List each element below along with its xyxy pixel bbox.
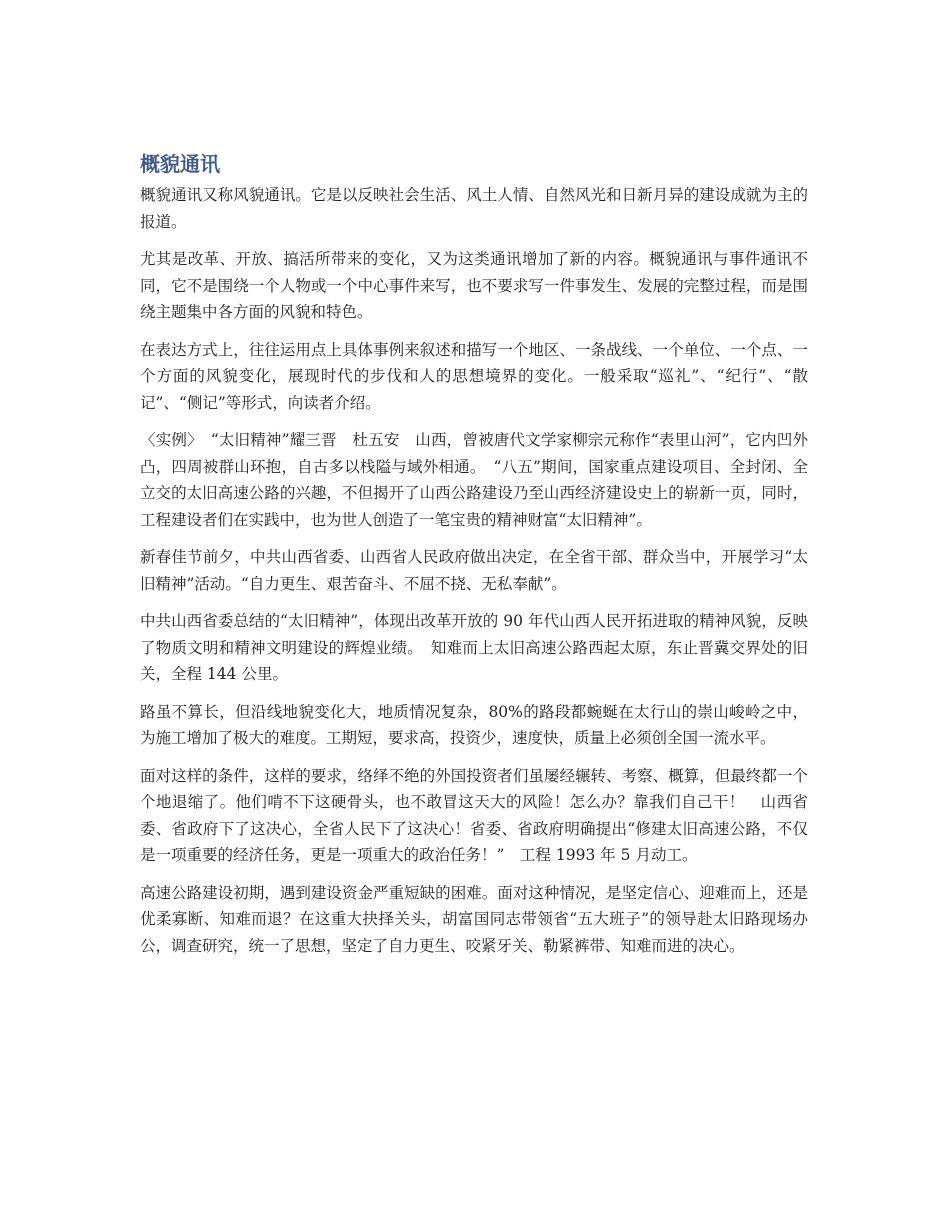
paragraph: 新春佳节前夕，中共山西省委、山西省人民政府做出决定，在全省干部、群众当中，开展学习“太旧精神”活动。“自力更生、艰苦奋斗、不屈不挠、无私奉献”。 xyxy=(140,548,808,593)
document-page xyxy=(140,150,808,970)
paragraph: 高速公路建设初期，遇到建设资金严重短缺的困难。面对这种情况，是坚定信心、迎难而上，还是优柔寡断、知难而退？在这重大抉择关头，胡富国同志带领省“五大班子”的领导赴太旧路现场办公，调查研究，统一了思想，坚定了自力更生、咬紧牙关、勒紧裤带、知难而进的决心。 xyxy=(140,883,808,955)
paragraph: 概貌通讯又称风貌通讯。它是以反映社会生活、风土人情、自然风光和日新月异的建设成就为主的报道。 xyxy=(140,186,808,231)
paragraph: 〈实例〉 “太旧精神”耀三晋 杜五安 山西，曾被唐代文学家柳宗元称作“表里山河”，它内凹外凸，四周被群山环抱，自古多以栈隘与域外相通。 “八五”期间，国家重点建设项目、全封闭、全立交的太旧高速公路的兴趣，不但揭开了山西公路建设乃至山西经济建设史上的崭新一页，同时，工程建设者们在实践中，也为世人创造了一笔宝贵的精神财富“太旧精神”。 xyxy=(140,431,808,529)
paragraph: 面对这样的条件，这样的要求，络绎不绝的外国投资者们虽屡经辗转、考察、概算，但最终都一个个地退缩了。他们啃不下这硬骨头，也不敢冒这天大的风险！怎么办？靠我们自己干！ 山西省委、省政府下了这决心，全省人民下了这决心！省委、省政府明确提出“修建太旧高速公路，不仅是一项重要的经济任务，更是一项重大的政治任务！” 工程 1993 年 5 月动工。 xyxy=(140,766,808,864)
paragraph: 路虽不算长，但沿线地貌变化大，地质情况复杂，80%的路段都蜿蜒在太行山的崇山峻岭之中，为施工增加了极大的难度。工期短，要求高，投资少，速度快，质量上必须创全国一流水平。 xyxy=(140,702,808,747)
paragraph: 中共山西省委总结的“太旧精神”，体现出改革开放的 90 年代山西人民开拓进取的精神风貌，反映了物质文明和精神文明建设的辉煌业绩。 知难而上太旧高速公路西起太原，东止晋冀交界处的旧关，全程 144 公里。 xyxy=(140,612,808,683)
paragraph: 在表达方式上，往往运用点上具体事例来叙述和描写一个地区、一条战线、一个单位、一个点、一个方面的风貌变化，展现时代的步伐和人的思想境界的变化。一般采取“巡礼”、“纪行”、“散记”、“侧记”等形式，向读者介绍。 xyxy=(140,340,808,412)
document-title: 概貌通讯 xyxy=(140,152,220,176)
paragraph: 尤其是改革、开放、搞活所带来的变化，又为这类通讯增加了新的内容。概貌通讯与事件通讯不同，它不是围绕一个人物或一个中心事件来写，也不要求写一件事发生、发展的完整过程，而是围绕主题集中各方面的风貌和特色。 xyxy=(140,250,808,321)
